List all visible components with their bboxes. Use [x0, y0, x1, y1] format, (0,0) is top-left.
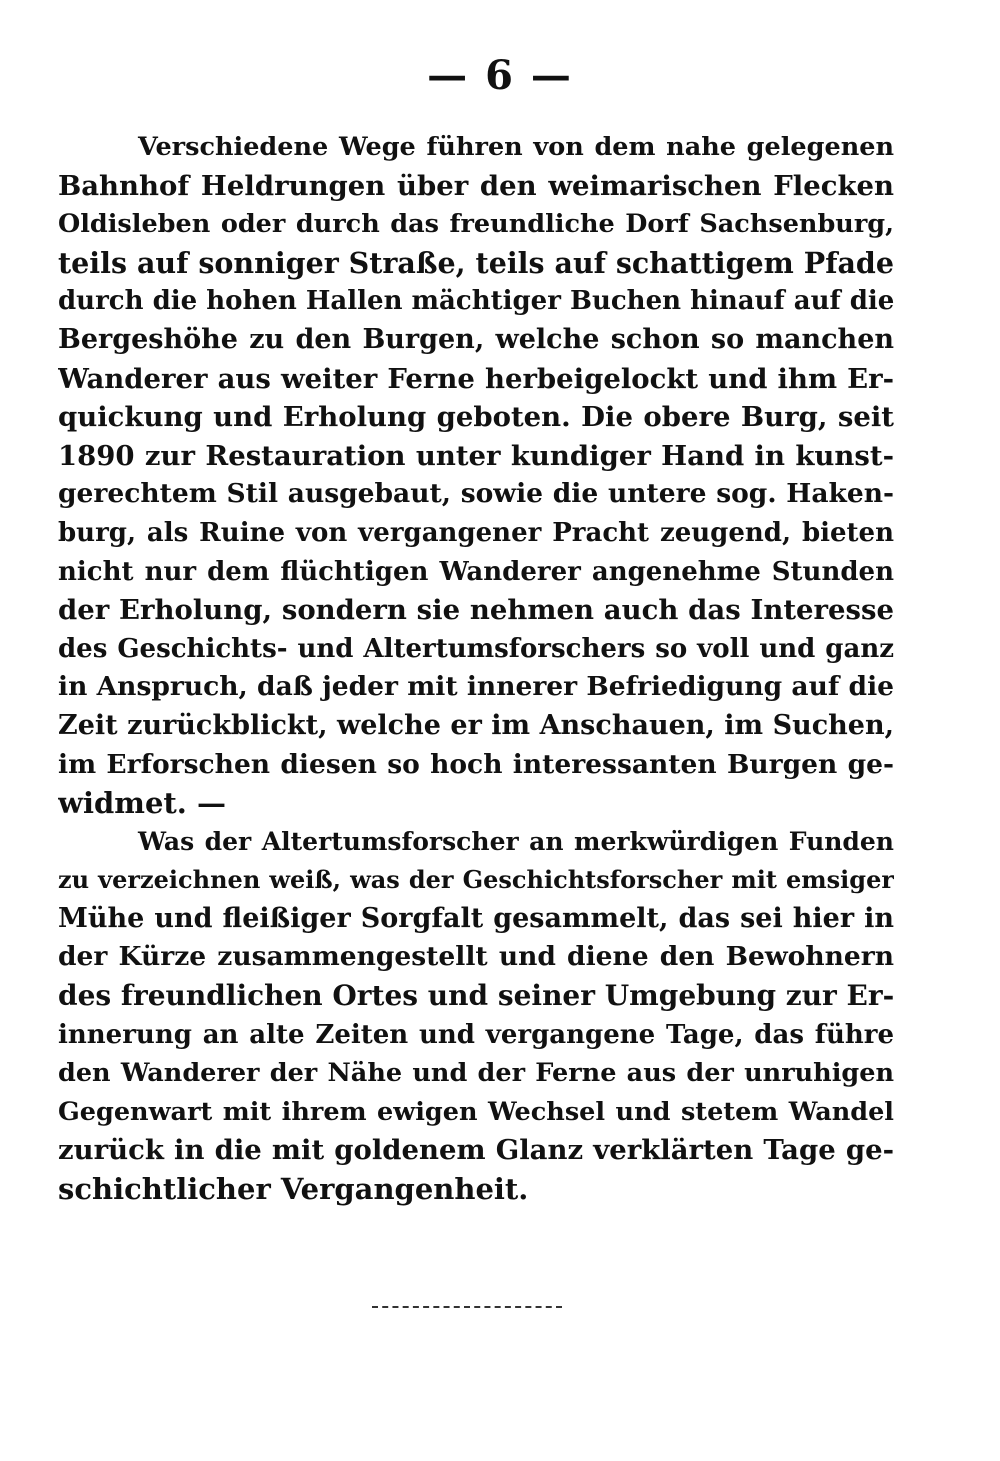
text-line: Verschiedene Wege führen von dem nahe gelegenen [138, 132, 894, 162]
text-line: des Geschichts- und Altertumsforschers so voll und ganz [58, 633, 894, 664]
text-line: Zeit zurückblickt, welche er im Anschauen, im Suchen, [58, 709, 894, 741]
text-line: 1890 zur Restauration unter kundiger Hand in kunst- [58, 439, 894, 472]
paragraph-1 [58, 128, 894, 823]
text-line: der Kürze zusammengestellt und diene den Bewohnern [58, 941, 894, 973]
text-line: Was der Altertumsforscher an merkwürdigen Funden [138, 826, 894, 856]
text-line: durch die hohen Hallen mächtiger Buchen hinauf auf die [58, 286, 894, 317]
text-line: teils auf sonniger Straße, teils auf schattigem Pfade [58, 245, 894, 280]
text-line: Gegenwart mit ihrem ewigen Wechsel und stetem Wandel [58, 1096, 894, 1127]
text-line: in Anspruch, daß jeder mit innerer Befriedigung auf die [58, 671, 894, 703]
text-line: zu verzeichnen weiß, was der Geschichtsforscher mit emsiger [58, 865, 894, 895]
text-line: quickung und Erholung geboten. Die obere Burg, seit [58, 401, 894, 434]
text-line: den Wanderer der Nähe und der Ferne aus der unruhigen [58, 1058, 894, 1089]
text-line: Bahnhof Heldrungen über den weimarischen Flecken [58, 169, 894, 202]
text-line: burg, als Ruine von vergangener Pracht zeugend, bieten [58, 517, 894, 548]
text-line: im Erforschen diesen so hoch interessanten Burgen ge- [58, 748, 894, 780]
text-line: des freundlichen Ortes und seiner Umgebung zur Er- [58, 979, 894, 1013]
text-line: Wanderer aus weiter Ferne herbeigelockt und ihm Er- [58, 362, 894, 395]
text-line: Mühe und fleißiger Sorgfalt gesammelt, das sei hier in [58, 902, 894, 934]
section-divider [372, 1306, 562, 1308]
page-number: — 6 — [427, 52, 573, 99]
text-line: widmet. — [58, 786, 226, 821]
paragraph-2 [58, 823, 894, 1209]
text-line: Bergeshöhe zu den Burgen, welche schon so manchen [58, 323, 894, 355]
text-line: nicht nur dem flüchtigen Wanderer angenehme Stunden [58, 556, 894, 587]
body-text [58, 128, 894, 1209]
text-line: zurück in die mit goldenem Glanz verklärten Tage ge- [58, 1134, 894, 1167]
text-line: schichtlicher Vergangenheit. [58, 1172, 529, 1207]
text-line: der Erholung, sondern sie nehmen auch das Interesse [58, 594, 894, 627]
text-line: Oldisleben oder durch das freundliche Dorf Sachsenburg, [58, 209, 894, 240]
text-line: gerechtem Stil ausgebaut, sowie die untere sog. Haken- [58, 478, 894, 510]
text-line: innerung an alte Zeiten und vergangene Tage, das führe [58, 1019, 894, 1050]
